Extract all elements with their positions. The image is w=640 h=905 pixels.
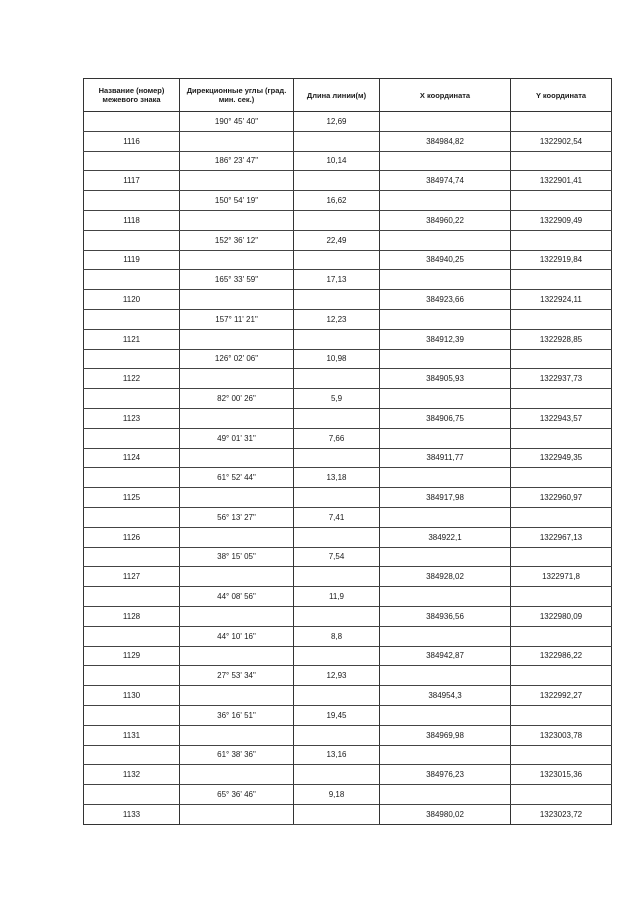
y-coordinate-cell: 1322902,54	[511, 131, 612, 151]
line-length-cell	[294, 725, 380, 745]
header-angle: Дирекционные углы (град. мин. сек.)	[180, 79, 294, 112]
table-row-point	[84, 250, 612, 270]
line-length-cell: 12,23	[294, 309, 380, 329]
y-coordinate-cell: 1323003,78	[511, 725, 612, 745]
y-coordinate-cell	[511, 151, 612, 171]
x-coordinate-cell	[380, 507, 511, 527]
y-coordinate-cell: 1322986,22	[511, 646, 612, 666]
table-header-row	[84, 79, 612, 112]
line-length-cell	[294, 567, 380, 587]
direction-angle-cell	[180, 369, 294, 389]
y-coordinate-cell	[511, 112, 612, 132]
table-row-segment	[84, 547, 612, 567]
line-length-cell: 22,49	[294, 230, 380, 250]
point-name-cell: 1116	[84, 131, 180, 151]
table-row-segment	[84, 151, 612, 171]
direction-angle-cell	[180, 131, 294, 151]
table-row-point	[84, 686, 612, 706]
point-name-cell: 1130	[84, 686, 180, 706]
y-coordinate-cell	[511, 507, 612, 527]
direction-angle-cell: 44° 08' 56"	[180, 587, 294, 607]
y-coordinate-cell: 1322919,84	[511, 250, 612, 270]
direction-angle-cell: 61° 52' 44"	[180, 468, 294, 488]
y-coordinate-cell	[511, 230, 612, 250]
direction-angle-cell: 36° 16' 51"	[180, 705, 294, 725]
x-coordinate-cell	[380, 587, 511, 607]
point-name-cell: 1126	[84, 527, 180, 547]
direction-angle-cell: 49° 01' 31"	[180, 428, 294, 448]
direction-angle-cell	[180, 725, 294, 745]
line-length-cell	[294, 290, 380, 310]
point-name-cell	[84, 191, 180, 211]
direction-angle-cell: 165° 33' 59"	[180, 270, 294, 290]
point-name-cell: 1128	[84, 606, 180, 626]
table-row-point	[84, 210, 612, 230]
direction-angle-cell	[180, 686, 294, 706]
line-length-cell	[294, 329, 380, 349]
y-coordinate-cell	[511, 666, 612, 686]
header-length: Длина линии(м)	[294, 79, 380, 112]
point-name-cell	[84, 151, 180, 171]
table-row-point	[84, 408, 612, 428]
x-coordinate-cell: 384923,66	[380, 290, 511, 310]
direction-angle-cell: 44° 10' 16"	[180, 626, 294, 646]
direction-angle-cell	[180, 567, 294, 587]
table-row-segment	[84, 626, 612, 646]
x-coordinate-cell: 384922,1	[380, 527, 511, 547]
direction-angle-cell: 152° 36' 12"	[180, 230, 294, 250]
table-row-segment	[84, 666, 612, 686]
x-coordinate-cell: 384906,75	[380, 408, 511, 428]
table-row-segment	[84, 112, 612, 132]
line-length-cell: 17,13	[294, 270, 380, 290]
point-name-cell: 1124	[84, 448, 180, 468]
line-length-cell	[294, 250, 380, 270]
line-length-cell: 10,14	[294, 151, 380, 171]
point-name-cell: 1122	[84, 369, 180, 389]
line-length-cell	[294, 448, 380, 468]
line-length-cell	[294, 488, 380, 508]
table-row-point	[84, 369, 612, 389]
table-row-point	[84, 448, 612, 468]
x-coordinate-cell	[380, 389, 511, 409]
y-coordinate-cell	[511, 428, 612, 448]
table-row-segment	[84, 705, 612, 725]
direction-angle-cell	[180, 408, 294, 428]
line-length-cell	[294, 686, 380, 706]
direction-angle-cell: 61° 38' 36"	[180, 745, 294, 765]
y-coordinate-cell	[511, 349, 612, 369]
x-coordinate-cell	[380, 547, 511, 567]
x-coordinate-cell	[380, 349, 511, 369]
table-row-segment	[84, 389, 612, 409]
direction-angle-cell: 65° 36' 46"	[180, 785, 294, 805]
point-name-cell: 1121	[84, 329, 180, 349]
line-length-cell	[294, 527, 380, 547]
direction-angle-cell: 150° 54' 19"	[180, 191, 294, 211]
table-row-point	[84, 567, 612, 587]
x-coordinate-cell	[380, 270, 511, 290]
table-row-point	[84, 646, 612, 666]
point-name-cell	[84, 547, 180, 567]
x-coordinate-cell: 384969,98	[380, 725, 511, 745]
direction-angle-cell	[180, 765, 294, 785]
point-name-cell: 1132	[84, 765, 180, 785]
table-row-segment	[84, 270, 612, 290]
table-row-point	[84, 804, 612, 824]
table-row-segment	[84, 507, 612, 527]
x-coordinate-cell: 384974,74	[380, 171, 511, 191]
table-row-segment	[84, 587, 612, 607]
line-length-cell	[294, 210, 380, 230]
x-coordinate-cell	[380, 151, 511, 171]
y-coordinate-cell	[511, 705, 612, 725]
table-row-segment	[84, 230, 612, 250]
direction-angle-cell: 190° 45' 40"	[180, 112, 294, 132]
point-name-cell	[84, 626, 180, 646]
line-length-cell: 7,66	[294, 428, 380, 448]
x-coordinate-cell	[380, 112, 511, 132]
direction-angle-cell: 126° 02' 06"	[180, 349, 294, 369]
x-coordinate-cell: 384911,77	[380, 448, 511, 468]
direction-angle-cell: 27° 53' 34"	[180, 666, 294, 686]
line-length-cell	[294, 408, 380, 428]
direction-angle-cell	[180, 290, 294, 310]
x-coordinate-cell	[380, 309, 511, 329]
header-name: Название (номер) межевого знака	[84, 79, 180, 112]
y-coordinate-cell	[511, 626, 612, 646]
y-coordinate-cell	[511, 309, 612, 329]
x-coordinate-cell	[380, 666, 511, 686]
line-length-cell	[294, 171, 380, 191]
boundary-coordinates-table	[83, 78, 612, 825]
header-x: X координата	[380, 79, 511, 112]
table-row-point	[84, 290, 612, 310]
table-row-segment	[84, 745, 612, 765]
point-name-cell: 1119	[84, 250, 180, 270]
table-row-point	[84, 329, 612, 349]
line-length-cell: 11,9	[294, 587, 380, 607]
direction-angle-cell	[180, 527, 294, 547]
x-coordinate-cell: 384984,82	[380, 131, 511, 151]
line-length-cell: 5,9	[294, 389, 380, 409]
x-coordinate-cell: 384936,56	[380, 606, 511, 626]
x-coordinate-cell: 384980,02	[380, 804, 511, 824]
point-name-cell	[84, 666, 180, 686]
table-row-point	[84, 765, 612, 785]
x-coordinate-cell	[380, 705, 511, 725]
direction-angle-cell	[180, 448, 294, 468]
x-coordinate-cell: 384976,23	[380, 765, 511, 785]
point-name-cell	[84, 428, 180, 448]
line-length-cell: 16,62	[294, 191, 380, 211]
point-name-cell: 1120	[84, 290, 180, 310]
x-coordinate-cell	[380, 745, 511, 765]
line-length-cell	[294, 765, 380, 785]
point-name-cell	[84, 112, 180, 132]
x-coordinate-cell	[380, 468, 511, 488]
point-name-cell: 1133	[84, 804, 180, 824]
y-coordinate-cell: 1322928,85	[511, 329, 612, 349]
direction-angle-cell: 56° 13' 27"	[180, 507, 294, 527]
x-coordinate-cell	[380, 230, 511, 250]
point-name-cell	[84, 507, 180, 527]
direction-angle-cell	[180, 646, 294, 666]
point-name-cell	[84, 309, 180, 329]
point-name-cell	[84, 270, 180, 290]
direction-angle-cell	[180, 329, 294, 349]
y-coordinate-cell	[511, 468, 612, 488]
x-coordinate-cell	[380, 785, 511, 805]
y-coordinate-cell	[511, 547, 612, 567]
line-length-cell: 19,45	[294, 705, 380, 725]
direction-angle-cell: 82° 00' 26"	[180, 389, 294, 409]
y-coordinate-cell: 1322937,73	[511, 369, 612, 389]
table-row-segment	[84, 468, 612, 488]
point-name-cell	[84, 230, 180, 250]
y-coordinate-cell: 1322971,8	[511, 567, 612, 587]
line-length-cell: 13,16	[294, 745, 380, 765]
y-coordinate-cell: 1323015,36	[511, 765, 612, 785]
y-coordinate-cell	[511, 191, 612, 211]
table-row-segment	[84, 349, 612, 369]
point-name-cell: 1117	[84, 171, 180, 191]
direction-angle-cell	[180, 606, 294, 626]
direction-angle-cell	[180, 488, 294, 508]
header-y: Y координата	[511, 79, 612, 112]
x-coordinate-cell: 384960,22	[380, 210, 511, 230]
line-length-cell: 7,54	[294, 547, 380, 567]
direction-angle-cell	[180, 171, 294, 191]
table-row-segment	[84, 191, 612, 211]
x-coordinate-cell: 384942,87	[380, 646, 511, 666]
point-name-cell	[84, 745, 180, 765]
y-coordinate-cell: 1322960,97	[511, 488, 612, 508]
direction-angle-cell: 186° 23' 47"	[180, 151, 294, 171]
y-coordinate-cell: 1322980,09	[511, 606, 612, 626]
x-coordinate-cell: 384905,93	[380, 369, 511, 389]
point-name-cell: 1118	[84, 210, 180, 230]
y-coordinate-cell: 1323023,72	[511, 804, 612, 824]
line-length-cell	[294, 131, 380, 151]
point-name-cell	[84, 349, 180, 369]
point-name-cell: 1123	[84, 408, 180, 428]
point-name-cell	[84, 468, 180, 488]
table-row-point	[84, 488, 612, 508]
x-coordinate-cell: 384917,98	[380, 488, 511, 508]
table-row-segment	[84, 428, 612, 448]
point-name-cell: 1125	[84, 488, 180, 508]
y-coordinate-cell	[511, 270, 612, 290]
table-row-point	[84, 171, 612, 191]
direction-angle-cell	[180, 210, 294, 230]
x-coordinate-cell: 384940,25	[380, 250, 511, 270]
y-coordinate-cell: 1322943,57	[511, 408, 612, 428]
x-coordinate-cell	[380, 428, 511, 448]
point-name-cell	[84, 785, 180, 805]
x-coordinate-cell: 384928,02	[380, 567, 511, 587]
y-coordinate-cell	[511, 785, 612, 805]
y-coordinate-cell	[511, 745, 612, 765]
point-name-cell: 1127	[84, 567, 180, 587]
point-name-cell: 1131	[84, 725, 180, 745]
line-length-cell	[294, 804, 380, 824]
point-name-cell	[84, 705, 180, 725]
direction-angle-cell	[180, 804, 294, 824]
point-name-cell	[84, 587, 180, 607]
x-coordinate-cell	[380, 626, 511, 646]
line-length-cell	[294, 606, 380, 626]
line-length-cell: 12,93	[294, 666, 380, 686]
table-row-segment	[84, 309, 612, 329]
direction-angle-cell: 38° 15' 05"	[180, 547, 294, 567]
y-coordinate-cell: 1322949,35	[511, 448, 612, 468]
line-length-cell: 13,18	[294, 468, 380, 488]
y-coordinate-cell: 1322909,49	[511, 210, 612, 230]
y-coordinate-cell: 1322901,41	[511, 171, 612, 191]
x-coordinate-cell: 384912,39	[380, 329, 511, 349]
direction-angle-cell	[180, 250, 294, 270]
table-row-segment	[84, 785, 612, 805]
table-row-point	[84, 606, 612, 626]
x-coordinate-cell: 384954,3	[380, 686, 511, 706]
y-coordinate-cell	[511, 587, 612, 607]
table-row-point	[84, 725, 612, 745]
y-coordinate-cell: 1322924,11	[511, 290, 612, 310]
line-length-cell: 12,69	[294, 112, 380, 132]
direction-angle-cell: 157° 11' 21"	[180, 309, 294, 329]
table-row-point	[84, 527, 612, 547]
line-length-cell: 8,8	[294, 626, 380, 646]
line-length-cell	[294, 369, 380, 389]
line-length-cell	[294, 646, 380, 666]
point-name-cell: 1129	[84, 646, 180, 666]
line-length-cell: 10,98	[294, 349, 380, 369]
y-coordinate-cell	[511, 389, 612, 409]
y-coordinate-cell: 1322967,13	[511, 527, 612, 547]
line-length-cell: 9,18	[294, 785, 380, 805]
table-body	[84, 112, 612, 825]
line-length-cell: 7,41	[294, 507, 380, 527]
y-coordinate-cell: 1322992,27	[511, 686, 612, 706]
x-coordinate-cell	[380, 191, 511, 211]
table-row-point	[84, 131, 612, 151]
point-name-cell	[84, 389, 180, 409]
